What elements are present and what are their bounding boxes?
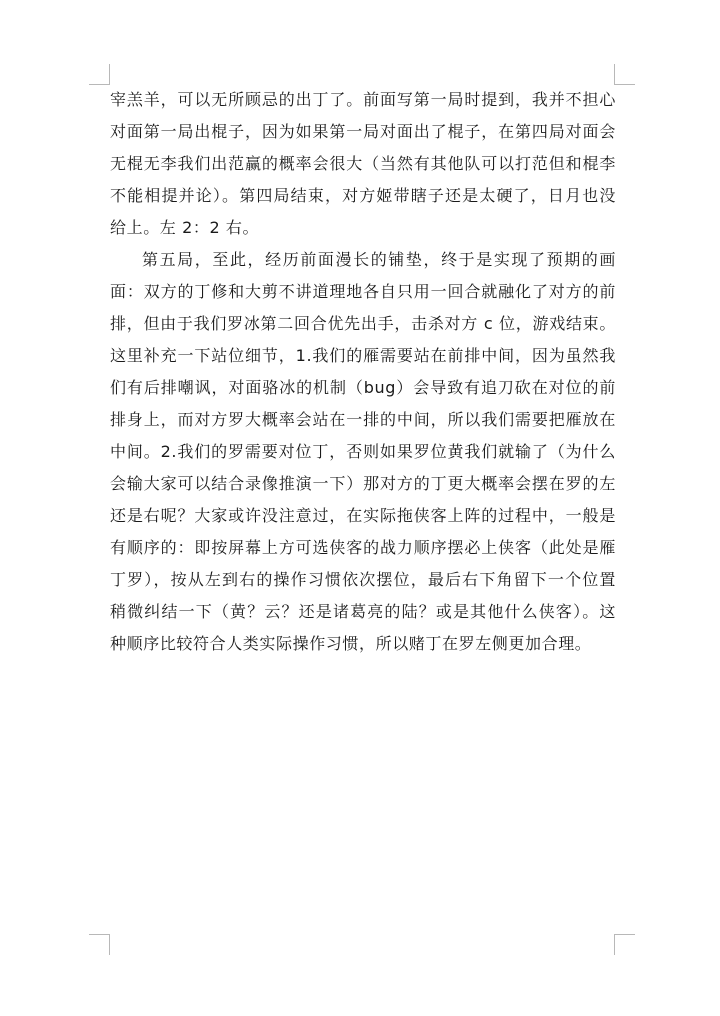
paragraph-1: 宰羔羊，可以无所顾忌的出丁了。前面写第一局时提到，我并不担心对面第一局出棍子，因为如果第一局对面出了棍子，在第四局对面会无棍无李我们出范赢的概率会很大（当然有其他队可以打范但和棍李不能相提并论）。第四局结束，对方姬带瞎子还是太硬了，日月也没给上。左 2：2 右。 [110, 90, 616, 237]
document-body [110, 84, 616, 660]
paragraph-2: 第五局，至此，经历前面漫长的铺垫，终于是实现了预期的画面：双方的丁修和大剪不讲道理地各自只用一回合就融化了对方的前排，但由于我们罗冰第二回合优先出手，击杀对方 c 位，游戏结束。这里补充一下站位细节，1.我们的雁需要站在前排中间，因为虽然我们有后排嘲讽，对面骆冰的机制（bug）会导致有追刀砍在对位的前排身上，而对方罗大概率会站在一排的中间，所以我们需要把雁放在中间。2.我们的罗需要对位丁，否则如果罗位黄我们就输了（为什么会输大家可以结合录像推演一下）那对方的丁更大概率会摆在罗的左还是右呢？大家或许没注意过，在实际拖侠客上阵的过程中，一般是有顺序的：即按屏幕上方可选侠客的战力顺序摆必上侠客（此处是雁丁罗），按从左到右的操作习惯依次摆位，最后右下角留下一个位置稍微纠结一下（黄？云？还是诸葛亮的陆？或是其他什么侠客）。这种顺序比较符合人类实际操作习惯，所以赌丁在罗左侧更加合理。 [110, 250, 616, 653]
margin-corner-mark-bottom-right [614, 934, 635, 955]
margin-corner-mark-top-right [614, 64, 635, 85]
margin-corner-mark-bottom-left [89, 934, 110, 955]
margin-corner-mark-top-left [89, 64, 110, 85]
